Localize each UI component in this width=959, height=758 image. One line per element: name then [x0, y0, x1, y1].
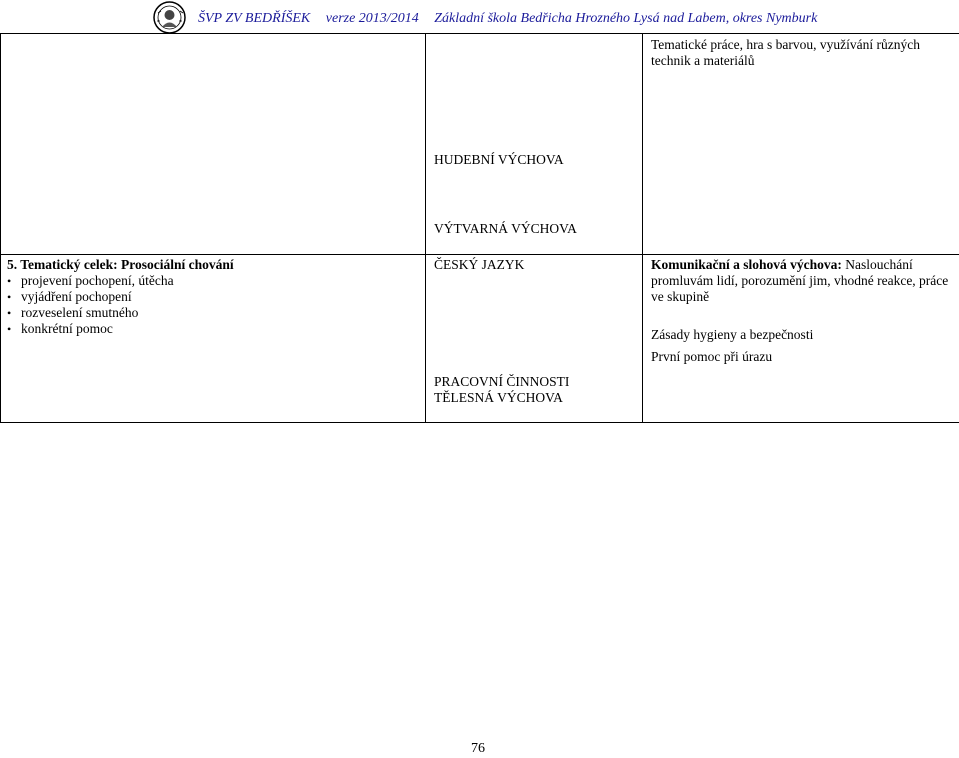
communication-text: Naslouchání promluvám lidí, porozumění jim, vhodné reakce, práce ve skupině	[651, 257, 949, 304]
header-text	[198, 11, 829, 27]
header-version: verze 2013/2014	[325, 11, 419, 26]
list-item: • konkrétní pomoc	[21, 321, 421, 337]
list-item: • rozveselení smutného	[21, 305, 421, 321]
page-header	[0, 0, 959, 34]
list-item: • vyjádření pochopení	[21, 289, 421, 305]
subject-work: PRACOVNÍ ČINNOSTI	[434, 374, 570, 389]
row1-col3-text: Tematické práce, hra s barvou, využívání různých technik a materiálů	[651, 37, 920, 68]
row1-col2	[426, 34, 643, 255]
bullet-list	[7, 273, 421, 337]
table-row	[1, 255, 959, 423]
subject-czech: ČESKÝ JAZYK	[434, 257, 525, 272]
subject-music: HUDEBNÍ VÝCHOVA	[434, 152, 564, 167]
curriculum-table	[0, 33, 959, 423]
first-aid-text: První pomoc při úrazu	[651, 349, 773, 364]
school-logo-icon	[153, 1, 186, 34]
communication-label: Komunikační a slohová výchova:	[651, 257, 842, 272]
list-item: • projevení pochopení, útěcha	[21, 273, 421, 289]
communication-block	[651, 257, 958, 305]
row2-col2	[426, 255, 643, 423]
page-number: 76	[471, 741, 485, 756]
header-svp: ŠVP ZV BEDŘÍŠEK	[198, 11, 311, 26]
row2-col1	[1, 255, 426, 423]
table-row	[1, 34, 959, 255]
header-school: Základní škola Bedřicha Hrozného Lysá nad Labem, okres Nymburk	[434, 11, 818, 26]
section-title: 5. Tematický celek: Prosociální chování	[7, 257, 234, 272]
row2-col3	[643, 255, 959, 423]
hygiene-text: Zásady hygieny a bezpečnosti	[651, 327, 814, 342]
subject-pe: TĚLESNÁ VÝCHOVA	[434, 390, 563, 405]
subject-art: VÝTVARNÁ VÝCHOVA	[434, 221, 577, 236]
row1-col3	[643, 34, 959, 255]
row1-col1	[1, 34, 426, 255]
